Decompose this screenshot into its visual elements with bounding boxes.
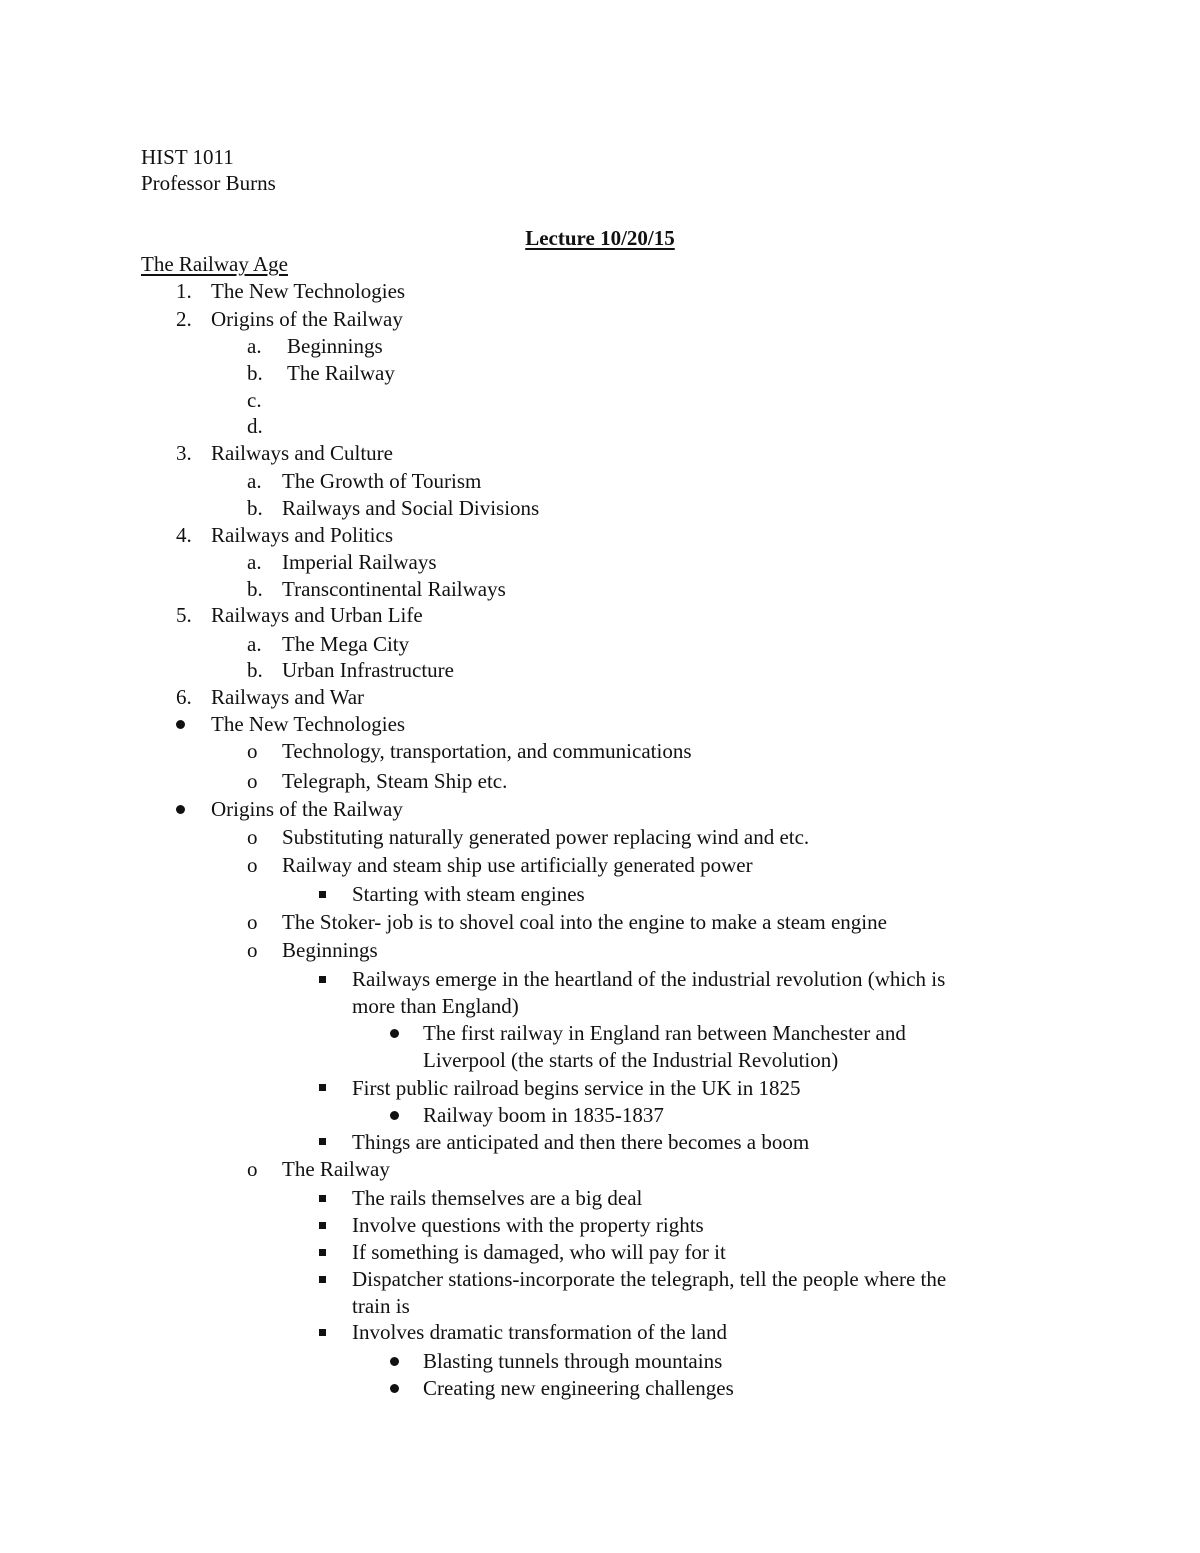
note-item: Dispatcher stations-incorporate the telegraph, tell the people where the — [352, 1267, 947, 1291]
note-item: Beginnings — [282, 938, 378, 962]
square-bullet-icon — [319, 1195, 326, 1202]
outline-marker: 1. — [176, 279, 192, 303]
circle-bullet-icon: o — [247, 769, 258, 793]
professor-name: Professor Burns — [141, 171, 276, 195]
note-item: The rails themselves are a big deal — [352, 1186, 643, 1210]
note-item: Creating new engineering challenges — [423, 1376, 734, 1400]
bullet-disc-icon — [390, 1029, 399, 1038]
bullet-disc-icon — [176, 805, 185, 814]
note-item-continued: more than England) — [352, 994, 519, 1018]
outline-item: Railways and War — [211, 685, 365, 709]
outline-item: The New Technologies — [211, 279, 406, 303]
note-item: If something is damaged, who will pay for it — [352, 1240, 726, 1264]
outline-marker: b. — [247, 496, 263, 520]
outline-item: Railways and Culture — [211, 441, 393, 465]
square-bullet-icon — [319, 891, 326, 898]
square-bullet-icon — [319, 1084, 326, 1091]
circle-bullet-icon: o — [247, 825, 258, 849]
outline-marker: d. — [247, 414, 263, 438]
outline-marker: b. — [247, 577, 263, 601]
outline-subitem: Transcontinental Railways — [282, 577, 506, 601]
note-item-continued: train is — [352, 1294, 410, 1318]
bullet-disc-icon — [390, 1357, 399, 1366]
outline-subitem: Urban Infrastructure — [282, 658, 454, 682]
outline-subitem: Railways and Social Divisions — [282, 496, 540, 520]
note-item: Involve questions with the property rights — [352, 1213, 704, 1237]
square-bullet-icon — [319, 1329, 326, 1336]
note-item: First public railroad begins service in the UK in 1825 — [352, 1076, 801, 1100]
square-bullet-icon — [319, 1276, 326, 1283]
outline-subitem: The Growth of Tourism — [282, 469, 482, 493]
section-heading: The Railway Age — [141, 252, 288, 276]
outline-item: Origins of the Railway — [211, 307, 403, 331]
outline-subitem: Imperial Railways — [282, 550, 437, 574]
bullet-disc-icon — [390, 1111, 399, 1120]
outline-marker: 4. — [176, 523, 192, 547]
note-item: The New Technologies — [211, 712, 406, 736]
note-item: Technology, transportation, and communications — [282, 739, 692, 763]
square-bullet-icon — [319, 976, 326, 983]
note-item: The Stoker- job is to shovel coal into the engine to make a steam engine — [282, 910, 887, 934]
outline-marker: c. — [247, 388, 262, 412]
note-item: Origins of the Railway — [211, 797, 403, 821]
note-item: Railway boom in 1835-1837 — [423, 1103, 664, 1127]
square-bullet-icon — [319, 1222, 326, 1229]
note-item: Involves dramatic transformation of the land — [352, 1320, 727, 1344]
note-item: Railway and steam ship use artificially generated power — [282, 853, 753, 877]
circle-bullet-icon: o — [247, 910, 258, 934]
circle-bullet-icon: o — [247, 1157, 258, 1181]
bullet-disc-icon — [176, 720, 185, 729]
note-item: Substituting naturally generated power replacing wind and etc. — [282, 825, 810, 849]
note-item: The Railway — [282, 1157, 390, 1181]
note-item: Things are anticipated and then there becomes a boom — [352, 1130, 810, 1154]
outline-marker: b. — [247, 361, 263, 385]
note-item: Blasting tunnels through mountains — [423, 1349, 723, 1373]
square-bullet-icon — [319, 1249, 326, 1256]
page-title: Lecture 10/20/15 — [525, 226, 675, 250]
circle-bullet-icon: o — [247, 853, 258, 877]
outline-marker: 2. — [176, 307, 192, 331]
outline-marker: a. — [247, 334, 262, 358]
outline-subitem: Beginnings — [287, 334, 383, 358]
outline-subitem: The Mega City — [282, 632, 410, 656]
outline-marker: 5. — [176, 603, 192, 627]
outline-subitem: The Railway — [287, 361, 395, 385]
circle-bullet-icon: o — [247, 739, 258, 763]
note-item: Starting with steam engines — [352, 882, 585, 906]
note-item-continued: Liverpool (the starts of the Industrial Revolution) — [423, 1048, 839, 1072]
outline-item: Railways and Politics — [211, 523, 393, 547]
outline-marker: a. — [247, 550, 262, 574]
note-item: Railways emerge in the heartland of the industrial revolution (which is — [352, 967, 946, 991]
square-bullet-icon — [319, 1138, 326, 1145]
outline-marker: 3. — [176, 441, 192, 465]
course-code: HIST 1011 — [141, 145, 234, 169]
outline-item: Railways and Urban Life — [211, 603, 423, 627]
outline-marker: a. — [247, 469, 262, 493]
note-item: The first railway in England ran between Manchester and — [423, 1021, 906, 1045]
outline-marker: b. — [247, 658, 263, 682]
outline-marker: 6. — [176, 685, 192, 709]
note-item: Telegraph, Steam Ship etc. — [282, 769, 508, 793]
outline-marker: a. — [247, 632, 262, 656]
circle-bullet-icon: o — [247, 938, 258, 962]
bullet-disc-icon — [390, 1384, 399, 1393]
